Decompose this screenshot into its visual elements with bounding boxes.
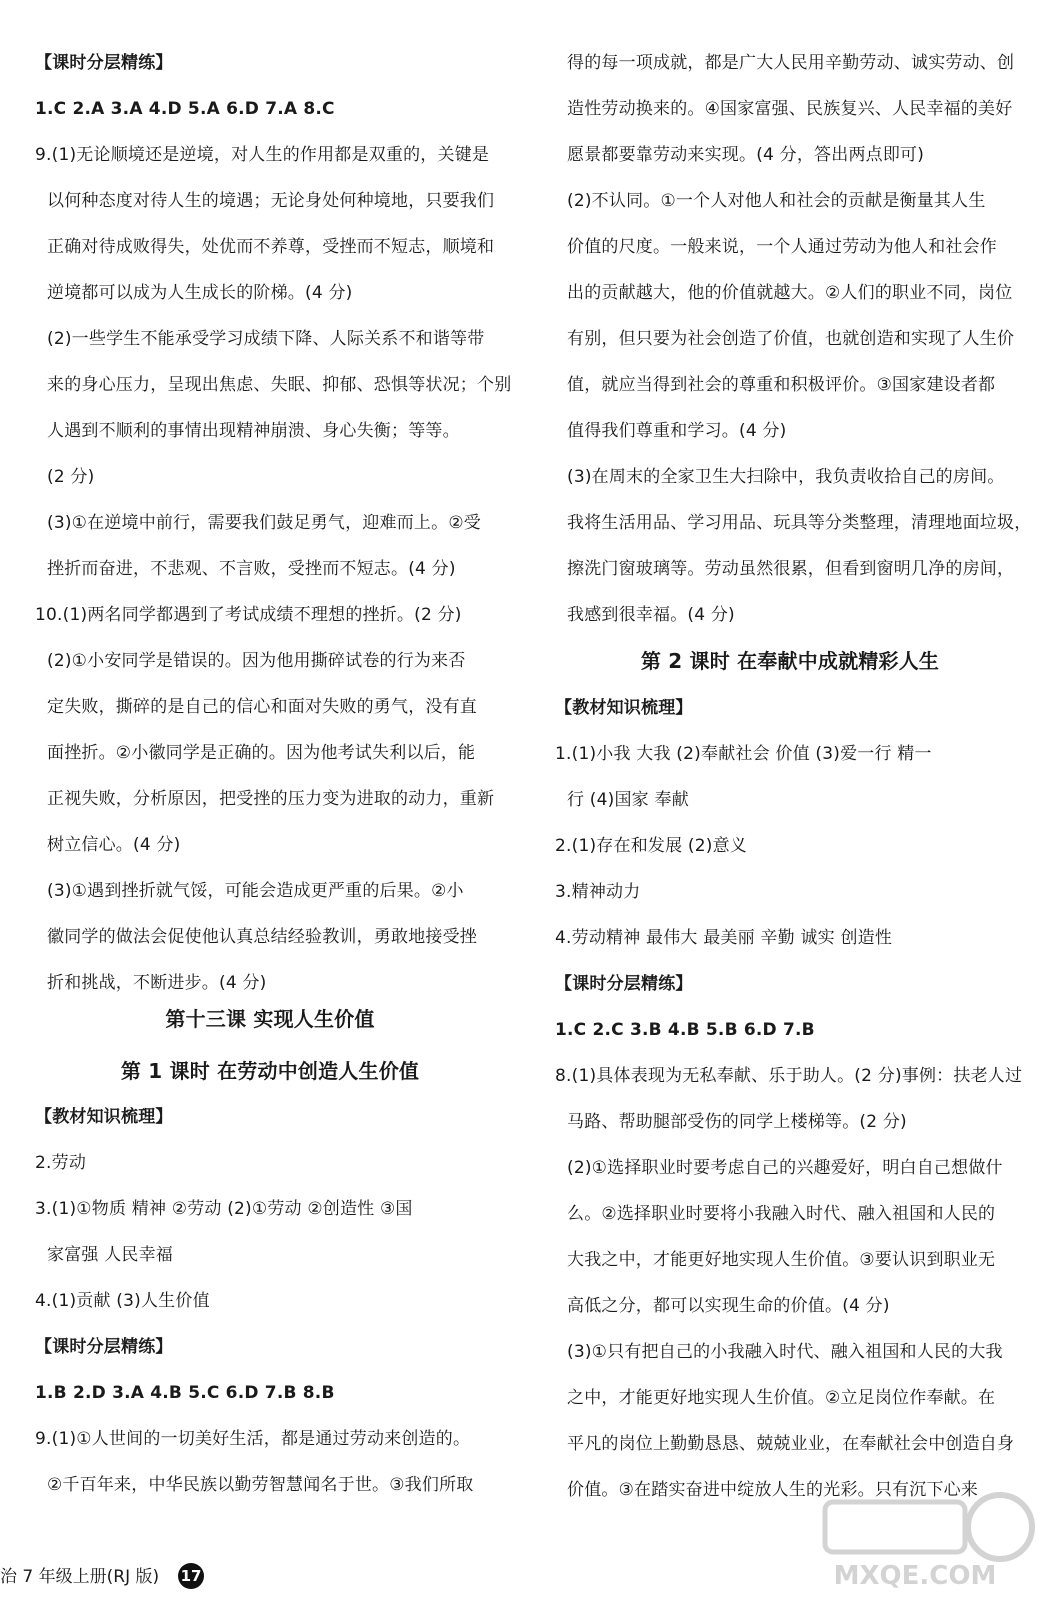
answer-text-line: 2.(1)存在和发展 (2)意义 <box>555 836 747 856</box>
answer-text-line: 以何种态度对待人生的境遇；无论身处何种境地，只要我们 <box>47 191 495 211</box>
answer-text-line: (2)一些学生不能承受学习成绩下降、人际关系不和谐等带 <box>47 329 485 349</box>
answer-text-line: 行 (4)国家 奉献 <box>567 790 689 810</box>
answer-text-line: 家富强 人民幸福 <box>47 1245 174 1265</box>
watermark-text: MXQE.COM <box>833 1561 997 1591</box>
answer-text-line: 徽同学的做法会促使他认真总结经验教训，勇敢地接受挫 <box>47 927 477 947</box>
answer-text-line: 来的身心压力，呈现出焦虑、失眠、抑郁、恐惧等状况；个别 <box>47 375 512 395</box>
answer-text-line: 10.(1)两名同学都遇到了考试成绩不理想的挫折。(2 分) <box>35 605 462 625</box>
answer-text-line: 得的每一项成就，都是广大人民用辛勤劳动、诚实劳动、创 <box>567 53 1015 73</box>
answer-heading-line: 【教材知识梳理】 <box>555 698 693 718</box>
answer-text-line: (3)①只有把自己的小我融入时代、融入祖国和人民的大我 <box>567 1342 1003 1362</box>
answer-text-line: 4.劳动精神 最伟大 最美丽 辛勤 诚实 创造性 <box>555 928 893 948</box>
answer-heading-line: 【课时分层精练】 <box>35 1337 173 1357</box>
answer-text-line: (3)①遇到挫折就气馁，可能会造成更严重的后果。②小 <box>47 881 464 901</box>
answer-text-line: 愿景都要靠劳动来实现。(4 分，答出两点即可) <box>567 145 925 165</box>
answer-text-line: 2.劳动 <box>35 1153 87 1173</box>
answer-text-line: 定失败，撕碎的是自己的信心和面对失败的勇气，没有直 <box>47 697 477 717</box>
page-number-badge: 17 <box>178 1563 204 1589</box>
answer-text-line: 出的贡献越大，他的价值就越大。②人们的职业不同，岗位 <box>567 283 1013 303</box>
answer-text-line: 树立信心。(4 分) <box>47 835 181 855</box>
watermark-logo <box>805 1472 1045 1592</box>
answer-text-line: (2)不认同。①一个人对他人和社会的贡献是衡量其人生 <box>567 191 986 211</box>
answer-text-line: 9.(1)无论顺境还是逆境，对人生的作用都是双重的，关键是 <box>35 145 490 165</box>
answer-text-line: (3)①在逆境中前行，需要我们鼓足勇气，迎难而上。②受 <box>47 513 481 533</box>
answer-text-line: (2)①选择职业时要考虑自己的兴趣爱好，明白自己想做什 <box>567 1158 1003 1178</box>
answer-text-line: 面挫折。②小徽同学是正确的。因为他考试失利以后，能 <box>47 743 476 763</box>
answer-text-line: 9.(1)①人世间的一切美好生活，都是通过劳动来创造的。 <box>35 1429 471 1449</box>
answer-text-line: 逆境都可以成为人生成长的阶梯。(4 分) <box>47 283 353 303</box>
answer-heading-line: 1.B 2.D 3.A 4.B 5.C 6.D 7.B 8.B <box>35 1383 335 1403</box>
answer-text-line: 3.(1)①物质 精神 ②劳动 (2)①劳动 ②创造性 ③国 <box>35 1199 413 1219</box>
answer-heading-line: 1.C 2.A 3.A 4.D 5.A 6.D 7.A 8.C <box>35 99 335 119</box>
answer-text-line: ②千百年来，中华民族以勤劳智慧闻名于世。③我们所取 <box>47 1475 474 1495</box>
answer-text-line: 折和挑战，不断进步。(4 分) <box>47 973 267 993</box>
answer-text-line: 正确对待成败得失，处优而不养尊，受挫而不短志，顺境和 <box>47 237 495 257</box>
answer-text-line: 值，就应当得到社会的尊重和积极评价。③国家建设者都 <box>567 375 996 395</box>
answer-text-line: 价值的尺度。一般来说，一个人通过劳动为他人和社会作 <box>567 237 997 257</box>
answer-text-line: 么。②选择职业时要将小我融入时代、融入祖国和人民的 <box>567 1204 996 1224</box>
answer-text-line: 有别，但只要为社会创造了价值，也就创造和实现了人生价 <box>567 329 1015 349</box>
section-heading: 第 2 课时 在奉献中成就精彩人生 <box>640 649 940 673</box>
answer-text-line: 挫折而奋进，不悲观、不言败，受挫而不短志。(4 分) <box>47 559 456 579</box>
answer-text-line: (3)在周末的全家卫生大扫除中，我负责收拾自己的房间。 <box>567 467 1005 487</box>
section-heading: 第 1 课时 在劳动中创造人生价值 <box>120 1059 420 1083</box>
answer-text-line: (2 分) <box>47 467 95 487</box>
answer-text-line: 人遇到不顺利的事情出现精神崩溃、身心失衡；等等。 <box>47 421 460 441</box>
answer-text-line: 马路、帮助腿部受伤的同学上楼梯等。(2 分) <box>567 1112 907 1132</box>
answer-text-line: 3.精神动力 <box>555 882 641 902</box>
answer-text-line: 平凡的岗位上勤勤恳恳、兢兢业业，在奉献社会中创造自身 <box>567 1434 1015 1454</box>
answer-text-line: 8.(1)具体表现为无私奉献、乐于助人。(2 分)事例：扶老人过 <box>555 1066 1023 1086</box>
answer-text-line: 1.(1)小我 大我 (2)奉献社会 价值 (3)爱一行 精一 <box>555 744 932 764</box>
answer-text-line: 我感到很幸福。(4 分) <box>567 605 735 625</box>
answer-text-line: 正视失败，分析原因，把受挫的压力变为进取的动力，重新 <box>47 789 495 809</box>
answer-heading-line: 【课时分层精练】 <box>35 53 173 73</box>
answer-text-line: (2)①小安同学是错误的。因为他用撕碎试卷的行为来否 <box>47 651 466 671</box>
answer-heading-line: 【课时分层精练】 <box>555 974 693 994</box>
answer-text-line: 值得我们尊重和学习。(4 分) <box>567 421 787 441</box>
answer-text-line: 我将生活用品、学习用品、玩具等分类整理，清理地面垃圾， <box>567 513 1032 533</box>
answer-text-line: 高低之分，都可以实现生命的价值。(4 分) <box>567 1296 890 1316</box>
answer-text-line: 造性劳动换来的。④国家富强、民族复兴、人民幸福的美好 <box>567 99 1013 119</box>
answer-text-line: 4.(1)贡献 (3)人生价值 <box>35 1291 210 1311</box>
answer-text-line: 擦洗门窗玻璃等。劳动虽然很累，但看到窗明几净的房间， <box>567 559 1015 579</box>
section-heading: 第十三课 实现人生价值 <box>165 1007 375 1031</box>
answer-text-line: 大我之中，才能更好地实现人生价值。③要认识到职业无 <box>567 1250 996 1270</box>
answer-heading-line: 1.C 2.C 3.B 4.B 5.B 6.D 7.B <box>555 1020 815 1040</box>
footer-text: 治 7 年级上册(RJ 版) <box>0 1567 160 1587</box>
answer-text-line: 价值。③在踏实奋进中绽放人生的光彩。只有沉下心来 <box>567 1480 979 1500</box>
answer-heading-line: 【教材知识梳理】 <box>35 1107 173 1127</box>
answer-text-line: 之中，才能更好地实现人生价值。②立足岗位作奉献。在 <box>567 1388 996 1408</box>
